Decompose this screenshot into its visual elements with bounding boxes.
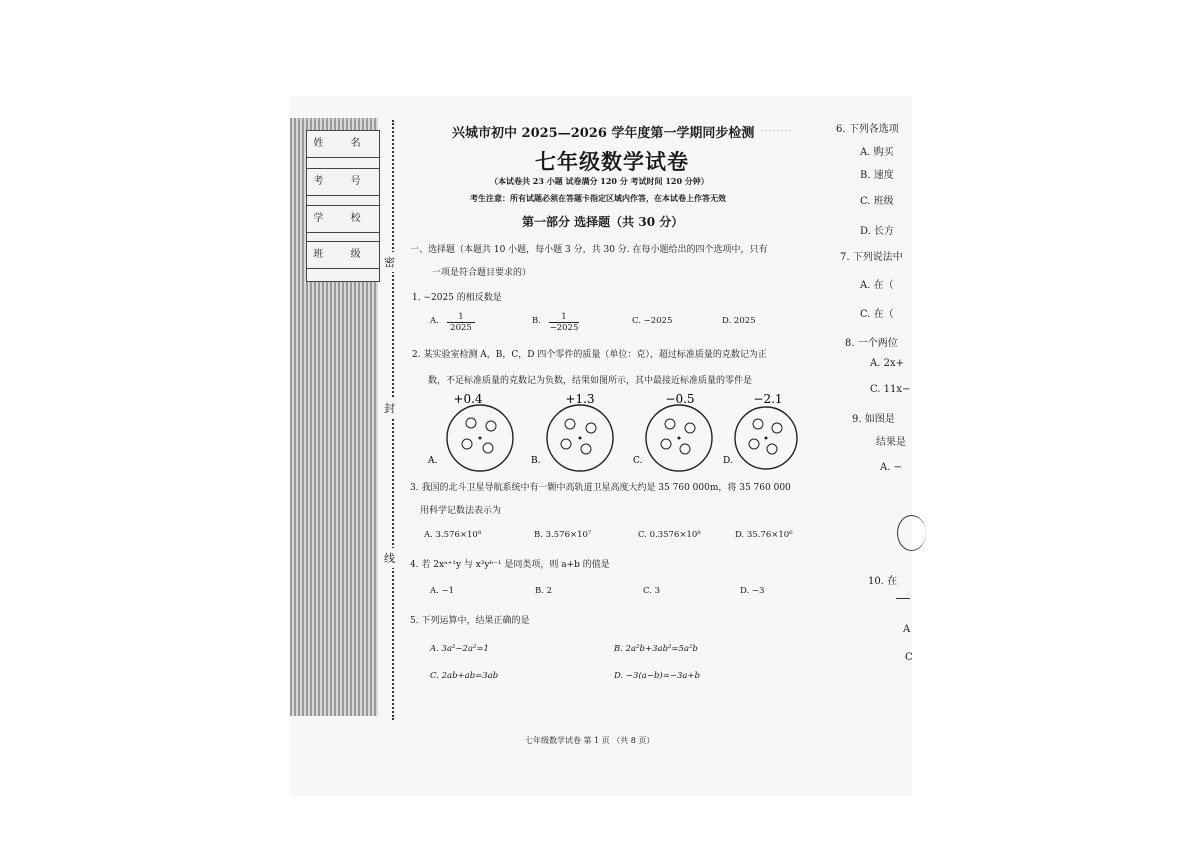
- q9-stem: 9. 如图是: [852, 414, 895, 425]
- q4-option-d: D. −3: [740, 586, 765, 596]
- school-title: 兴城市初中 2025—2026 学年度第一学期同步检测: [452, 126, 755, 141]
- bleed-through-text: …………: [760, 124, 792, 133]
- q10-option-a: A: [903, 624, 911, 635]
- q9-result-text: 结果是: [876, 437, 906, 448]
- q8-option-a: A. 2x+: [870, 358, 904, 369]
- q3-option-d: D. 35.76×10⁶: [735, 530, 793, 540]
- question-3-line1: 3. 我国的北斗卫星导航系统中有一颗中高轨道卫星高度大约是 35 760 000m，将 35 760 000: [410, 483, 791, 493]
- question-4-stem: 4. 若 2xᵃ⁺¹y 与 x²yᵇ⁻¹ 是同类项，则 a+b 的值是: [410, 560, 610, 570]
- q4-option-b: B. 2: [535, 586, 553, 596]
- q1-option-a-fraction: [447, 312, 475, 333]
- q6-option-d: D. 长方: [860, 226, 895, 237]
- q5-option-d: D. −3(a−b)=−3a+b: [614, 671, 700, 681]
- q3-option-a: A. 3.576×10⁸: [424, 530, 482, 540]
- q7-stem: 7. 下列说法中: [840, 252, 903, 263]
- q1-option-a-label: A.: [430, 316, 439, 326]
- part-a-label: A.: [428, 456, 438, 466]
- part-b-label: B.: [531, 456, 541, 466]
- part-a-value: +0.4: [453, 392, 483, 406]
- part-b-value: +1.3: [565, 392, 595, 406]
- q10-blank-line: [896, 598, 910, 599]
- seal-line: [392, 120, 394, 720]
- q2-parts-figure: [420, 388, 820, 478]
- q1-option-d: D. 2025: [722, 316, 756, 326]
- part-one-heading: 第一部分 选择题（共 30 分）: [522, 215, 684, 229]
- q1-option-b-label: B.: [532, 316, 541, 326]
- q8-option-c: C. 11x−: [870, 384, 911, 395]
- q1-b-numerator: 1: [549, 312, 579, 323]
- q10-stem: 10. 在: [868, 576, 898, 587]
- question-2-line1: 2. 某实验室检测 A，B，C，D 四个零件的质量（单位：克），超过标准质量的克数记为正: [412, 350, 767, 360]
- q9-figure-fragment: [897, 515, 926, 551]
- question-1-stem: 1. −2025 的相反数是: [412, 293, 502, 303]
- q7-option-c: C. 在（: [860, 309, 894, 320]
- part-d-label: D.: [723, 456, 733, 466]
- q5-option-a: A. 3a²−2a²=1: [430, 644, 489, 654]
- q1-option-b-fraction: [549, 312, 579, 333]
- q3-option-c: C. 0.3576×10⁸: [638, 530, 701, 540]
- part-c-value: −0.5: [665, 392, 695, 406]
- q4-option-a: A. −1: [430, 586, 455, 596]
- q6-stem: 6. 下列各选项: [836, 124, 899, 135]
- exam-notice: 考生注意：所有试题必须在答题卡指定区域内作答，在本试卷上作答无效: [470, 193, 726, 203]
- seal-char-feng: 封: [384, 398, 395, 418]
- q5-option-c: C. 2ab+ab=3ab: [430, 671, 499, 681]
- section-instructions-line2: 一项是符合题目要求的）: [432, 268, 532, 278]
- question-3-line2: 用科学记数法表示为: [420, 506, 502, 516]
- page-footer: 七年级数学试卷 第 1 页 （共 8 页）: [525, 736, 655, 745]
- name-field-label: 姓 名: [307, 131, 379, 158]
- part-a-disc: [447, 392, 513, 471]
- q6-option-b: B. 速度: [860, 170, 894, 181]
- q1-a-numerator: 1: [447, 312, 475, 323]
- seal-char-xian: 线: [384, 548, 395, 568]
- part-d-value: −2.1: [753, 392, 783, 406]
- q1-b-denominator: −2025: [549, 323, 579, 333]
- q5-option-b: B. 2a²b+3ab²=5a²b: [614, 644, 698, 654]
- q8-stem: 8. 一个两位: [845, 338, 898, 349]
- student-info-box: [306, 130, 380, 282]
- exam-info: （本试卷共 23 小题 试卷满分 120 分 考试时间 120 分钟）: [490, 176, 709, 186]
- seal-char-mi: 密: [384, 252, 395, 272]
- q1-a-denominator: 2025: [450, 323, 472, 333]
- part-c-disc: [646, 392, 712, 471]
- exam-title: 七年级数学试卷: [535, 149, 689, 174]
- q4-option-c: C. 3: [643, 586, 661, 596]
- class-field-label: 班 级: [307, 241, 379, 269]
- q3-option-b: B. 3.576×10⁷: [534, 530, 592, 540]
- q6-option-a: A. 购买: [860, 147, 894, 158]
- exam-number-field-label: 考 号: [307, 168, 379, 196]
- q9-option-a: A. −: [880, 462, 902, 473]
- q10-option-c: C: [905, 652, 913, 663]
- part-c-label: C.: [633, 456, 643, 466]
- q7-option-a: A. 在（: [860, 280, 894, 291]
- q1-option-c: C. −2025: [632, 316, 673, 326]
- section-instructions-line1: 一、选择题（本题共 10 小题，每小题 3 分，共 30 分. 在每小题给出的四个选项中，只有: [410, 245, 768, 255]
- q6-option-c: C. 班级: [860, 196, 894, 207]
- part-b-disc: [547, 392, 613, 471]
- question-5-stem: 5. 下列运算中，结果正确的是: [410, 616, 530, 626]
- school-field-label: 学 校: [307, 205, 379, 233]
- question-2-line2: 数，不足标准质量的克数记为负数，结果如图所示，其中最接近标准质量的零件是: [428, 376, 753, 386]
- part-d-disc: [735, 392, 797, 469]
